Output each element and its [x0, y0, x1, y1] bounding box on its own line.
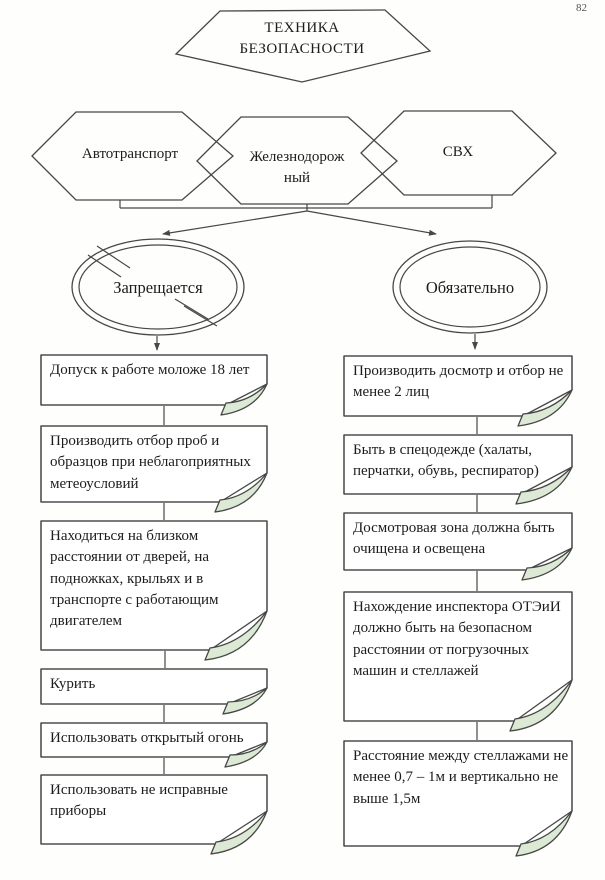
- box-text: Использовать открытый огонь: [50, 730, 244, 746]
- arrow-to-prohibited: [163, 211, 307, 234]
- hexagon-avtotransport-label: Автотранспорт: [81, 146, 179, 162]
- hexagon-railway-label: Железнодорож ный: [249, 149, 345, 186]
- mandatory-box-2: [343, 512, 573, 571]
- prohibited-box-0: [40, 354, 268, 406]
- mandatory-box-4: [343, 740, 573, 847]
- ellipse-prohibited-label: Запрещается: [113, 278, 203, 297]
- page-number: 82: [576, 2, 587, 14]
- box-text: Использовать не исправные приборы: [50, 782, 228, 820]
- hexagon-connector-lines: [120, 195, 492, 211]
- box-text: Находиться на близком расстоянии от дверей, на подножках, крыльях и в транспорте с работающим двигателем: [50, 528, 219, 630]
- prohibited-box-2: [40, 520, 268, 651]
- title-label: ТЕХНИКА БЕЗОПАСНОСТИ: [239, 20, 365, 57]
- box-text: Производить отбор проб и образцов при неблагоприятных метеоусловий: [50, 433, 251, 492]
- box-text: Курить: [50, 676, 96, 692]
- arrow-to-mandatory: [307, 211, 436, 234]
- prohibited-box-3: [40, 668, 268, 705]
- box-text: Быть в спецодежде (халаты, перчатки, обувь, респиратор): [353, 442, 539, 480]
- mandatory-box-1: [343, 434, 573, 495]
- prohibited-box-1: [40, 425, 268, 503]
- hexagon-svh-label: СВХ: [442, 144, 474, 160]
- box-text: Производить досмотр и отбор не менее 2 лиц: [353, 363, 564, 401]
- box-text: Допуск к работе моложе 18 лет: [50, 362, 250, 378]
- mandatory-box-3: [343, 591, 573, 722]
- box-text: Нахождение инспектора ОТЭиИ должно быть на безопасном расстоянии от погрузочных машин и стеллажей: [353, 599, 561, 679]
- ellipse-mandatory-label: Обязательно: [425, 278, 515, 297]
- box-text: Досмотровая зона должна быть очищена и освещена: [353, 520, 555, 558]
- prohibited-box-5: [40, 774, 268, 845]
- mandatory-box-0: [343, 355, 573, 417]
- box-text: Расстояние между стеллажами не менее 0,7 – 1м и вертикально не выше 1,5м: [353, 748, 569, 807]
- prohibited-box-4: [40, 722, 268, 758]
